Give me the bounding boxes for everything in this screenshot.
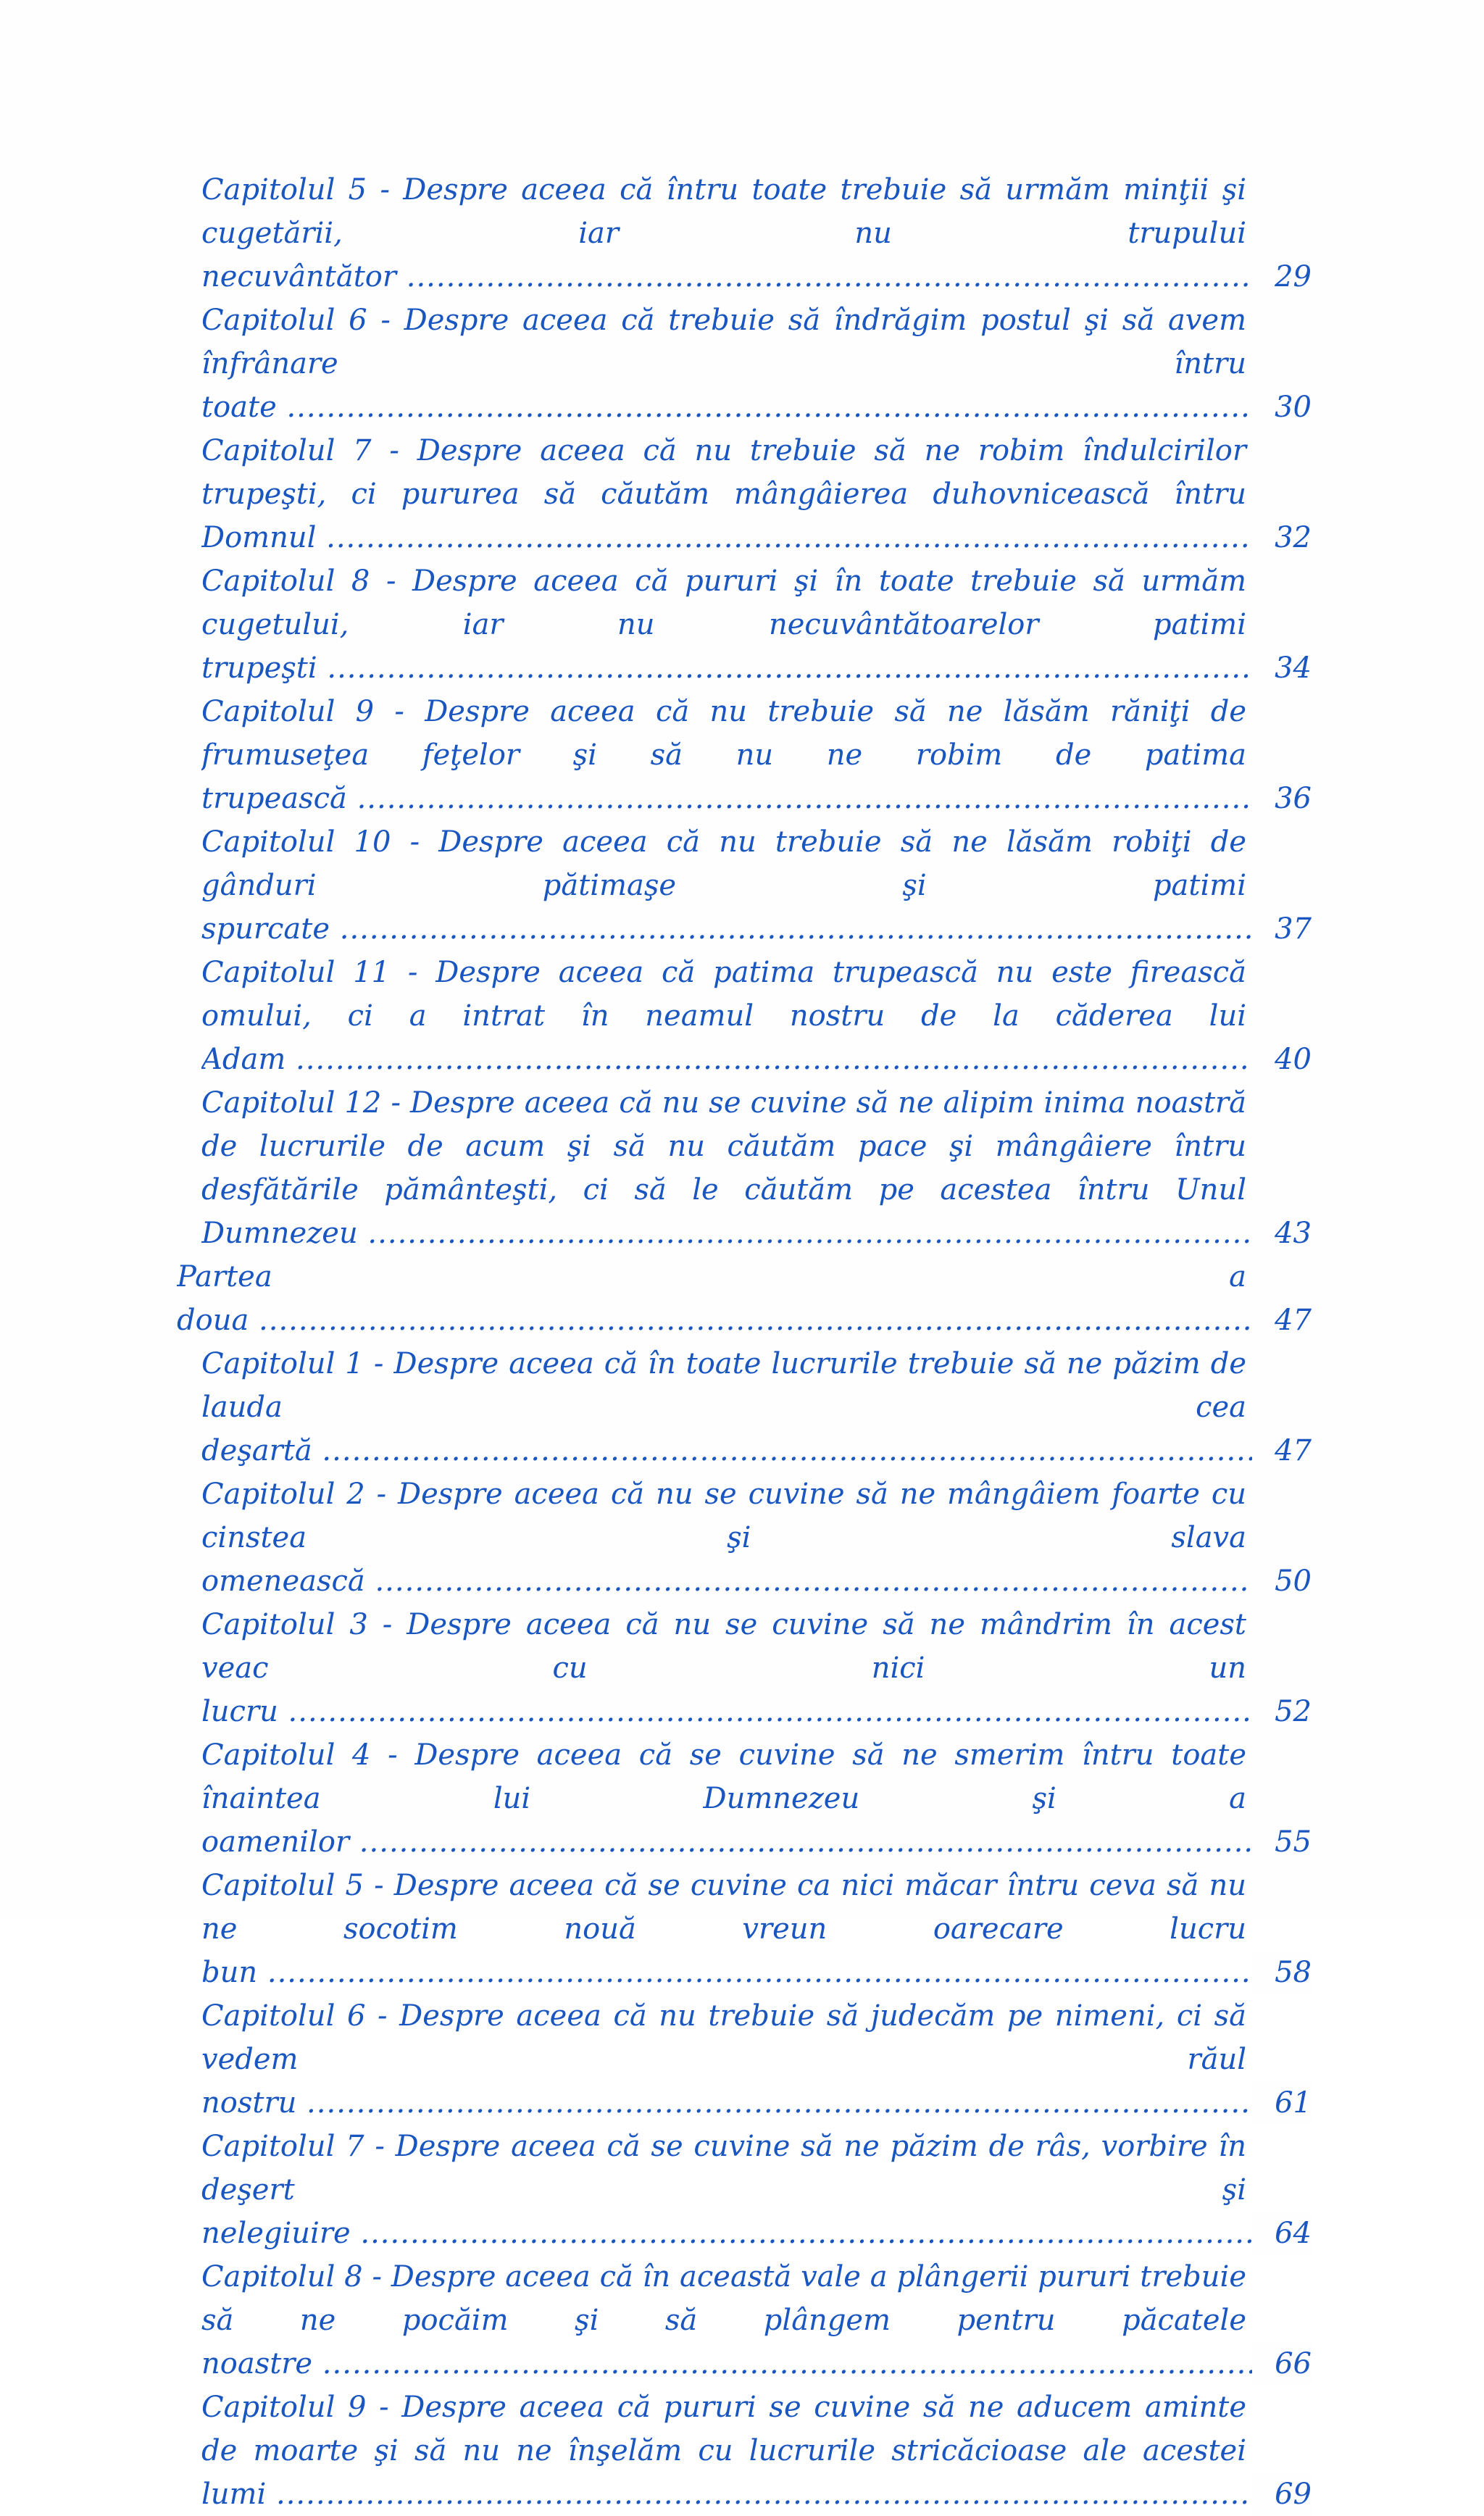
toc-entry-page-number: 61 [1252,2081,1312,2125]
toc-entry-title: Capitolul 6 - Despre aceea că nu trebuie să judecăm pe nimeni, ci să vedem răul nostru ..... [201,1994,1312,2125]
toc-entry-page-number: 30 [1252,386,1312,429]
toc-entry-title: Capitolul 6 - Despre aceea că trebuie să îndrăgim postul şi să avem înfrânare întru toate ..... [201,299,1312,429]
table-of-contents [0,168,1484,2516]
toc-entry-title: Partea a doua ..... [177,1255,1312,1342]
toc-entry-page-number: 43 [1252,1212,1312,1255]
toc-entry-part2-chapter-9[interactable] [201,2386,1312,2516]
toc-entry-page-number: 40 [1252,1038,1312,1081]
toc-entry-chapter-11[interactable] [201,951,1312,1081]
toc-entry-title: Capitolul 9 - Despre aceea că pururi se cuvine să ne aducem aminte de moarte şi să nu ne înşelăm cu lucrurile stricăcioase ale acestei lumi ..... [201,2386,1312,2516]
toc-entry-page-number: 52 [1252,1690,1312,1733]
toc-entry-part2-chapter-8[interactable] [201,2255,1312,2386]
toc-entry-page-number: 66 [1252,2342,1312,2386]
toc-entry-chapter-12[interactable] [201,1081,1312,1255]
toc-entry-page-number: 58 [1252,1951,1312,1994]
toc-entry-page-number: 47 [1252,1429,1312,1472]
toc-entry-chapter-10[interactable] [201,820,1312,951]
toc-entry-page-number: 64 [1252,2212,1312,2255]
toc-entry-chapter-6[interactable] [201,299,1312,429]
toc-entry-title: Capitolul 2 - Despre aceea că nu se cuvine să ne mângâiem foarte cu cinstea şi slava omenească ..... [201,1472,1312,1603]
toc-entry-part2-chapter-1[interactable] [201,1342,1312,1472]
toc-entry-part2-chapter-4[interactable] [201,1733,1312,1864]
toc-entry-page-number: 34 [1252,646,1312,690]
toc-entry-title: Capitolul 4 - Despre aceea că se cuvine să ne smerim întru toate înaintea lui Dumnezeu şi a oamenilor ..... [201,1733,1312,1864]
toc-entry-page-number: 55 [1252,1820,1312,1864]
toc-entry-part-two[interactable] [177,1255,1312,1342]
toc-entry-page-number: 47 [1252,1299,1312,1342]
toc-entry-page-number: 36 [1252,777,1312,820]
toc-entry-title: Capitolul 5 - Despre aceea că întru toate trebuie să urmăm minţii şi cugetării, iar nu trupului necuvântător ..... [201,168,1312,299]
toc-entry-title: Capitolul 8 - Despre aceea că în această vale a plângerii pururi trebuie să ne pocăim şi să plângem pentru păcatele noastre ..... [201,2255,1312,2386]
toc-entry-title: Capitolul 11 - Despre aceea că patima trupească nu este firească omului, ci a intrat în neamul nostru de la căderea lui Adam ..... [201,951,1312,1081]
toc-entry-page-number: 50 [1252,1559,1312,1603]
toc-entry-part2-chapter-2[interactable] [201,1472,1312,1603]
toc-entry-title: Capitolul 10 - Despre aceea că nu trebuie să ne lăsăm robiţi de gânduri pătimaşe şi patimi spurcate ..... [201,820,1312,951]
toc-entry-chapter-8[interactable] [201,559,1312,690]
toc-entry-chapter-5[interactable] [201,168,1312,299]
toc-entry-title: Capitolul 7 - Despre aceea că nu trebuie să ne robim îndulcirilor trupeşti, ci pururea să căutăm mângâierea duhovnicească întru Domnul ..... [201,429,1312,559]
toc-entry-part2-chapter-3[interactable] [201,1603,1312,1733]
toc-entry-title: Capitolul 8 - Despre aceea că pururi şi în toate trebuie să urmăm cugetului, iar nu necuvântătoarelor patimi trupeşti ..... [201,559,1312,690]
toc-entry-title: Capitolul 1 - Despre aceea că în toate lucrurile trebuie să ne păzim de lauda cea deşartă ..... [201,1342,1312,1472]
toc-entry-chapter-9[interactable] [201,690,1312,820]
toc-entry-page-number: 29 [1252,255,1312,299]
toc-entry-part2-chapter-6[interactable] [201,1994,1312,2125]
toc-entry-title: Capitolul 12 - Despre aceea că nu se cuvine să ne alipim inima noastră de lucrurile de acum şi să nu căutăm pace şi mângâiere întru desfătările pământeşti, ci să le căutăm pe acestea întru Unul Dumnezeu ..... [201,1081,1312,1255]
toc-entry-page-number: 32 [1252,516,1312,559]
toc-entry-part2-chapter-7[interactable] [201,2125,1312,2255]
toc-entry-chapter-7[interactable] [201,429,1312,559]
toc-entry-title: Capitolul 3 - Despre aceea că nu se cuvine să ne mândrim în acest veac cu nici un lucru ..... [201,1603,1312,1733]
toc-entry-title: Capitolul 9 - Despre aceea că nu trebuie să ne lăsăm răniţi de frumuseţea feţelor şi să nu ne robim de patima trupească ..... [201,690,1312,820]
toc-entry-title: Capitolul 5 - Despre aceea că se cuvine ca nici măcar întru ceva să nu ne socotim nouă vreun oarecare lucru bun ..... [201,1864,1312,1994]
toc-entry-part2-chapter-5[interactable] [201,1864,1312,1994]
toc-entry-title: Capitolul 7 - Despre aceea că se cuvine să ne păzim de râs, vorbire în deşert şi nelegiuire ..... [201,2125,1312,2255]
toc-entry-page-number: 37 [1252,907,1312,951]
toc-entry-page-number: 69 [1252,2473,1312,2516]
